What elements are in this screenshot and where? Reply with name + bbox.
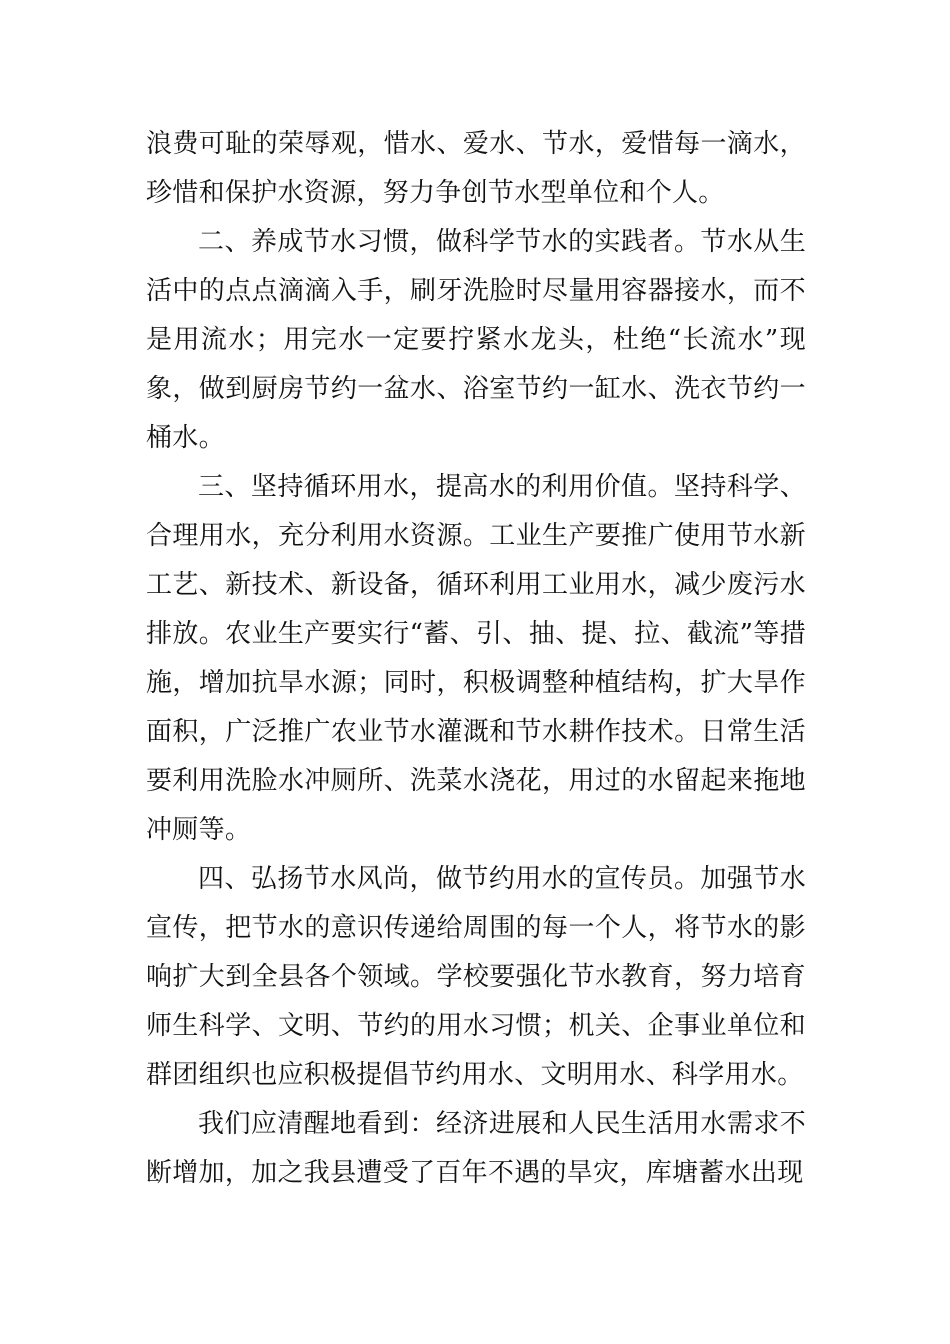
document-body <box>146 120 806 1198</box>
paragraph-awareness: 我们应清醒地看到：经济进展和人民生活用水需求不断增加，加之我县遭受了百年不遇的旱灾，库塘蓄水出现 <box>146 1109 806 1188</box>
paragraph-habit: 二、养成节水习惯，做科学节水的实践者。节水从生活中的点点滴滴入手，刷牙洗脸时尽量用容器接水，而不是用流水；用完水一定要拧紧水龙头，杜绝“长流水”现象，做到厨房节约一盆水、浴室节约一缸水、洗衣节约一桶水。 <box>146 227 806 453</box>
paragraph-promote: 四、弘扬节水风尚，做节约用水的宣传员。加强节水宣传，把节水的意识传递给周围的每一个人，将节水的影响扩大到全县各个领域。学校要强化节水教育，努力培育师生科学、文明、节约的用水习惯；机关、企事业单位和群团组织也应积极提倡节约用水、文明用水、科学用水。 <box>146 864 806 1090</box>
paragraph-continuation: 浪费可耻的荣辱观，惜水、爱水、节水，爱惜每一滴水，珍惜和保护水资源，努力争创节水型单位和个人。 <box>146 129 806 208</box>
paragraph-recycle: 三、坚持循环用水，提高水的利用价值。坚持科学、合理用水，充分利用水资源。工业生产要推广使用节水新工艺、新技术、新设备，循环利用工业用水，减少废污水排放。农业生产要实行“蓄、引、抽、提、拉、截流”等措施，增加抗旱水源；同时，积极调整种植结构，扩大旱作面积，广泛推广农业节水灌溉和节水耕作技术。日常生活要利用洗脸水冲厕所、洗菜水浇花，用过的水留起来拖地冲厕等。 <box>146 472 806 845</box>
